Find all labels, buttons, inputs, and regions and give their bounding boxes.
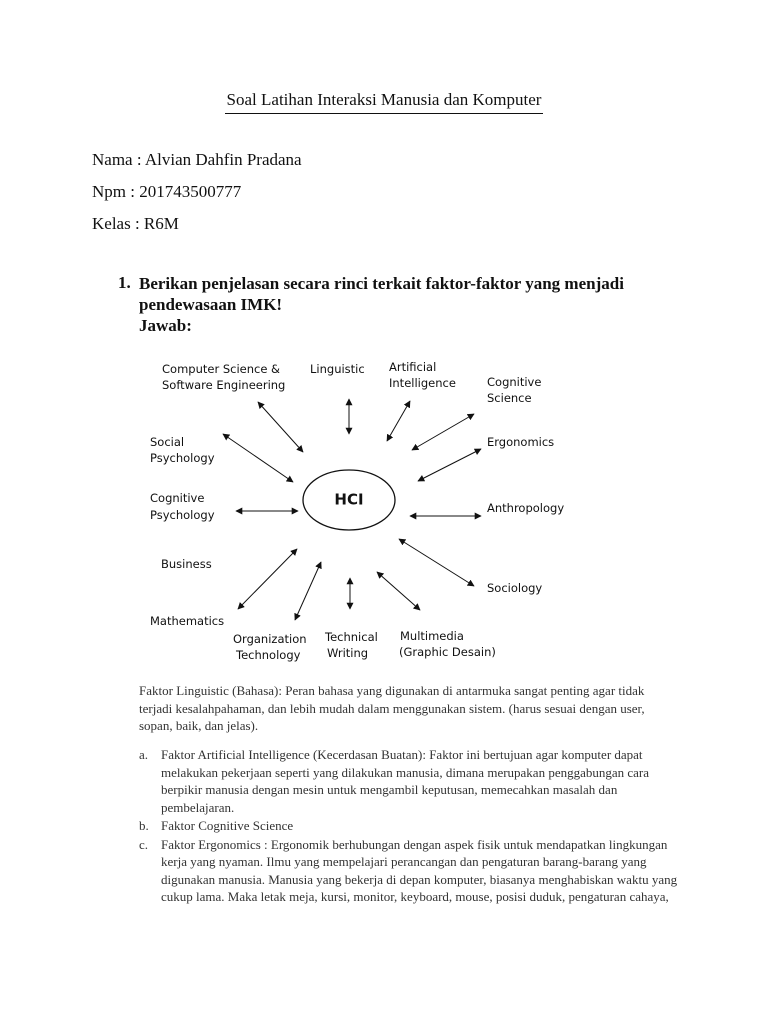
arrow-social: [223, 434, 293, 482]
arrow-ergonomics: [418, 449, 481, 481]
question-number: 1.: [118, 273, 131, 292]
node-ai-line2: Intelligence: [389, 376, 456, 390]
node-org-line1: Organization: [233, 632, 307, 646]
list-item: [139, 836, 679, 906]
answer-label: Jawab:: [139, 316, 192, 335]
document-title-text: Soal Latihan Interaksi Manusia dan Komputer: [225, 90, 544, 114]
list-item-text: Faktor Artificial Intelligence (Kecerdasan Buatan): Faktor ini bertujuan agar komputer dapat melakukan pekerjaan seperti yang dilakukan manusia, dimana merupakan penggabungan cara berpikir manusia dengan mesin untuk mengambil keputusan, memecahkan masalah dan pembelajaran.: [161, 747, 650, 815]
arrow-cogsci: [412, 414, 474, 450]
arrow-mathematics: [238, 549, 297, 609]
node-business: Business: [161, 557, 212, 571]
node-cogpsy-line1: Cognitive: [150, 491, 205, 505]
node-social-line2: Psychology: [150, 451, 215, 465]
node-social-line1: Social: [150, 435, 185, 449]
node-tech-line1: Technical: [325, 630, 378, 644]
student-name: Nama : Alvian Dahfin Pradana: [92, 150, 302, 169]
node-ergonomics: Ergonomics: [487, 435, 555, 449]
list-item-marker: a.: [139, 747, 149, 762]
diagram-arrows: [223, 399, 481, 620]
node-cogsci-line2: Science: [487, 391, 532, 405]
node-cogpsy-line2: Psychology: [150, 508, 215, 522]
list-item: [139, 746, 679, 816]
student-class: Kelas : R6M: [92, 214, 179, 233]
list-item-text: Faktor Ergonomics : Ergonomik berhubungan dengan aspek fisik untuk mendapatkan lingkungan kerja yang nyaman. Ilmu yang mempelajari perancangan dan pengaturan barang-barang yang digunakan manusia. Manusia yang bekerja di depan komputer, biasanya menghabiskan waktu yang cukup lama. Maka letak meja, kursi, monitor, keyboard, mouse, posisi duduk, pengaturan cahaya,: [161, 836, 678, 904]
arrow-sociology: [399, 539, 474, 586]
node-tech-line2: Writing: [327, 646, 369, 660]
node-mathematics: Mathematics: [150, 614, 225, 628]
question-text: Berikan penjelasan secara rinci terkait faktor-faktor yang menjadi pendewasaan IMK!: [139, 274, 624, 314]
node-cs-line1: Computer Science &: [162, 362, 281, 376]
list-item-text: Faktor Cognitive Science: [161, 818, 294, 833]
node-linguistic: Linguistic: [310, 362, 365, 376]
arrow-organization: [295, 562, 321, 620]
node-cs-line2: Software Engineering: [162, 378, 286, 392]
node-org-line2: Technology: [236, 648, 301, 662]
list-item: [139, 817, 679, 835]
list-item-marker: c.: [139, 836, 149, 852]
node-mm-line2: (Graphic Desain): [399, 645, 496, 659]
student-npm: Npm : 201743500777: [92, 182, 242, 201]
hci-center-label: HCI: [334, 490, 364, 509]
node-anthropology: Anthropology: [487, 501, 565, 515]
linguistic-paragraph: Faktor Linguistic (Bahasa): Peran bahasa yang digunakan di antarmuka sangat penting agar tidak terjadi kesalahpahaman, dan lebih mudah dalam menggunakan sistem. (harus sesuai dengan user, sopan, baik, dan jelas).: [139, 683, 645, 733]
arrow-multimedia: [377, 572, 420, 610]
arrow-ai: [387, 401, 410, 441]
node-mm-line1: Multimedia: [400, 629, 464, 643]
node-cogsci-line1: Cognitive: [487, 375, 542, 389]
factor-list: [139, 746, 679, 907]
node-sociology: Sociology: [487, 581, 543, 595]
arrow-cs: [258, 402, 303, 452]
list-item-marker: b.: [139, 818, 149, 833]
node-ai-line1: Artificial: [389, 360, 437, 374]
